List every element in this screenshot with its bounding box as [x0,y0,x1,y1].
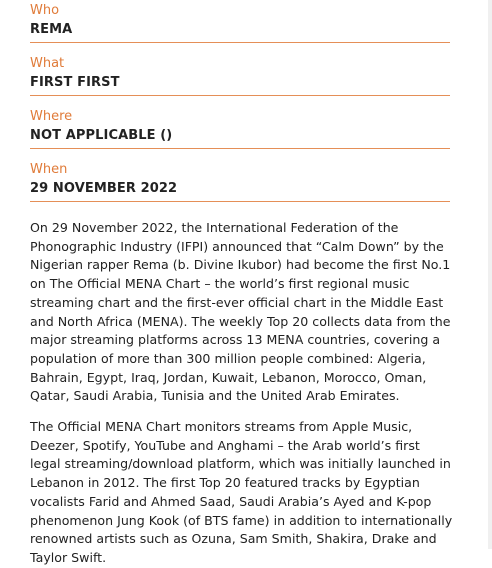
field-who [30,2,450,55]
field-where-label: Where [30,109,73,124]
field-where-value: NOT APPLICABLE () [30,128,173,143]
divider [30,148,450,149]
field-where [30,108,450,161]
divider [30,42,450,43]
field-who-label: Who [30,3,60,18]
field-what [30,55,450,108]
divider [30,201,450,202]
body-paragraph-1: On 29 November 2022, the International Federation of the Phonographic Industry (IFPI) announced that “Calm Down” by the Nigerian rapper Rema (b. Divine Ikubor) had become the first No.1 on The Official MENA Chart – the world’s first regional music streaming chart and the first-ever official chart in the Middle East and North Africa (MENA). The weekly Top 20 collects data from the major streaming platforms across 13 MENA countries, covering a population of more than 300 million people combined: Algeria, Bahrain, Egypt, Iraq, Jordan, Kuwait, Lebanon, Morocco, Oman, Qatar, Saudi Arabia, Tunisia and the United Arab Emirates. [30,220,451,404]
field-when-value: 29 NOVEMBER 2022 [30,181,178,196]
field-who-value: REMA [30,22,73,37]
field-when [30,161,450,214]
field-what-value: FIRST FIRST [30,75,120,90]
scrollbar[interactable] [488,0,492,549]
body-paragraph-2: The Official MENA Chart monitors streams from Apple Music, Deezer, Spotify, YouTube and Anghami – the Arab world’s first legal streaming/download platform, which was initially launched in Lebanon in 2012. The first Top 20 featured tracks by Egyptian vocalists Farid and Ahmed Saad, Saudi Arabia’s Ayed and K-pop phenomenon Jung Kook (of BTS fame) in addition to internationally renowned artists such as Ozuna, Sam Smith, Shakira, Drake and Taylor Swift. [30,419,453,565]
divider [30,95,450,96]
field-what-label: What [30,56,65,71]
record-details [30,2,450,214]
field-when-label: When [30,162,68,177]
